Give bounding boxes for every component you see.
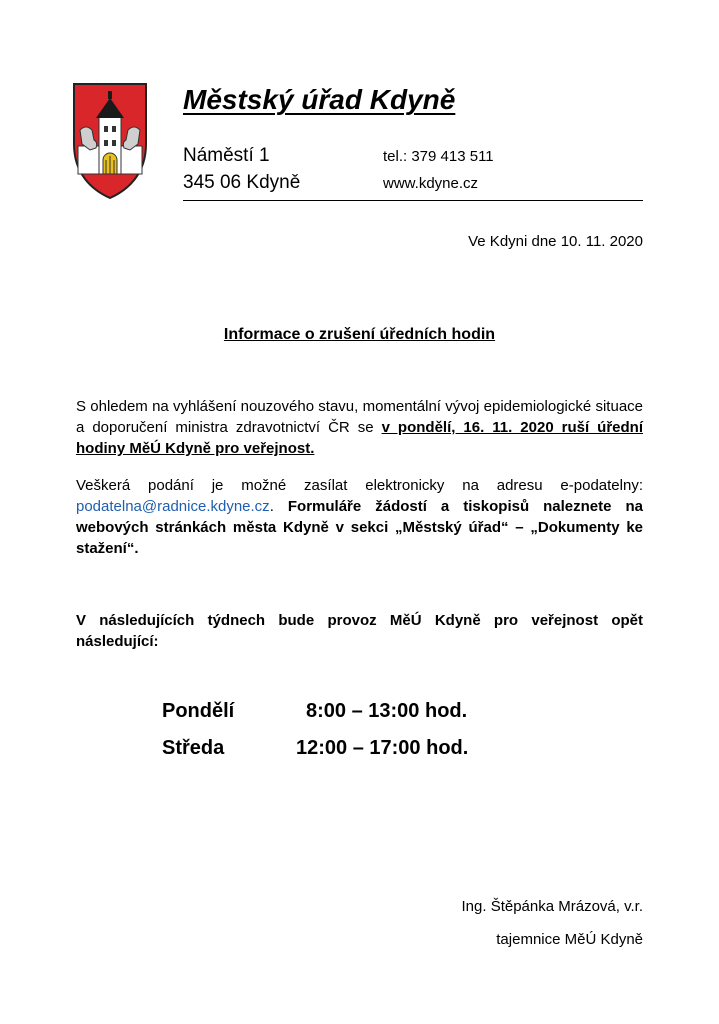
schedule-hours-monday: 8:00 – 13:00 hod. bbox=[306, 700, 468, 722]
paragraph-electronic bbox=[76, 475, 643, 559]
website-link[interactable]: www.kdyne.cz bbox=[383, 175, 479, 192]
email-link[interactable]: podatelna@radnice.kdyne.cz bbox=[76, 498, 270, 515]
paragraph-electronic-bold: Formuláře žádostí a tiskopisů naleznete na webových stránkách města Kdyně v sekci „Městský úřad“ – „Dokumenty ke stažení“. bbox=[76, 498, 643, 557]
phone-number: tel.: 379 413 511 bbox=[383, 148, 494, 165]
signature-title: tajemnice MěÚ Kdyně bbox=[496, 931, 643, 948]
paragraph-electronic-text: Veškerá podání je možné zasílat elektronicky na adresu e-podatelny: bbox=[76, 477, 643, 494]
address-city: 345 06 Kdyně bbox=[183, 172, 301, 193]
coat-of-arms-icon bbox=[72, 82, 148, 200]
paragraph-closure-text: S ohledem na vyhlášení nouzového stavu, momentální vývoj epidemiologické situace a doporučení ministra zdravotnictví ČR se bbox=[76, 398, 643, 436]
paragraph-electronic-period: . bbox=[269, 498, 274, 515]
document-heading: Informace o zrušení úředních hodin bbox=[223, 326, 496, 343]
paragraph-closure-emphasis: v pondělí, 16. 11. 2020 ruší úřední hodiny MěÚ Kdyně pro veřejnost. bbox=[76, 419, 643, 457]
schedule-day-wednesday: Středa bbox=[162, 737, 225, 759]
paragraph-closure bbox=[76, 396, 643, 459]
schedule-day-monday: Pondělí bbox=[162, 700, 235, 722]
schedule-hours-wednesday: 12:00 – 17:00 hod. bbox=[296, 737, 469, 759]
header-divider bbox=[183, 200, 643, 201]
document-date: Ve Kdyni dne 10. 11. 2020 bbox=[468, 233, 643, 250]
signature-name: Ing. Štěpánka Mrázová, v.r. bbox=[461, 898, 643, 915]
address-street: Náměstí 1 bbox=[183, 145, 270, 166]
office-name: Městský úřad Kdyně bbox=[183, 84, 456, 115]
paragraph-schedule-intro: V následujících týdnech bude provoz MěÚ Kdyně pro veřejnost opět následující: bbox=[76, 612, 643, 650]
